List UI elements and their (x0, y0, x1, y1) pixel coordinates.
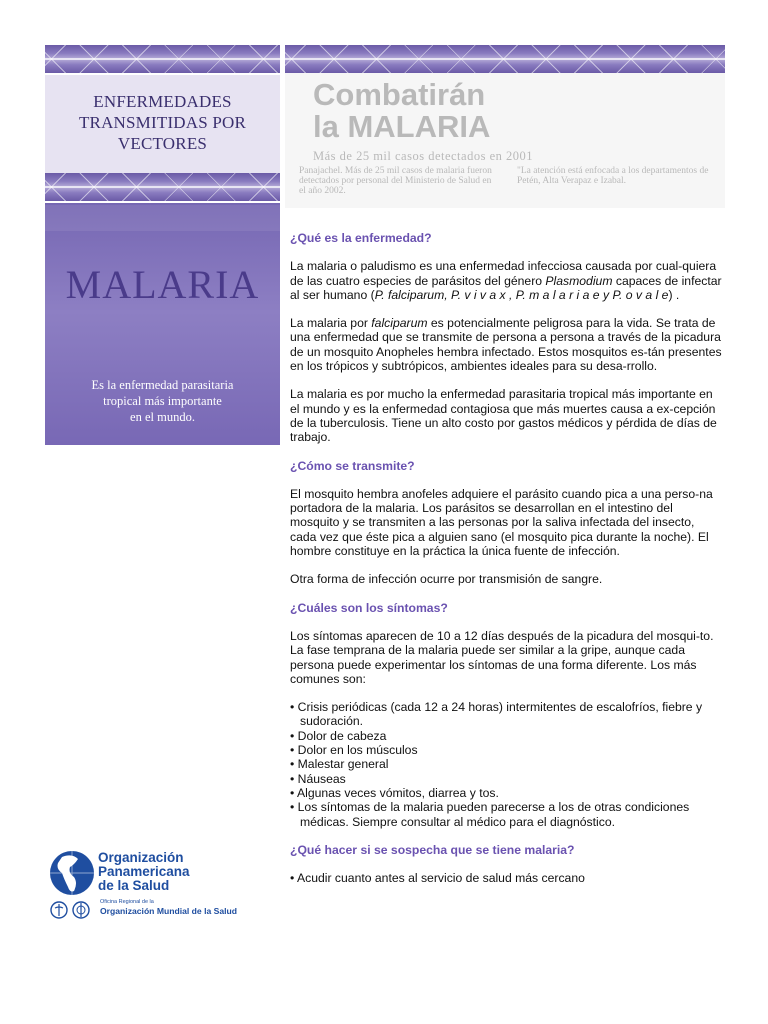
list-item: • Dolor en los músculos (290, 743, 722, 757)
section-heading-transmission: ¿Cómo se transmite? (290, 458, 415, 473)
text-run: ) . (668, 287, 680, 302)
section-heading-symptoms: ¿Cuáles son los síntomas? (290, 600, 448, 615)
paragraph-transmission: El mosquito hembra anofeles adquiere el parásito cuando pica a una perso-na portadora de la malaria. Los parásitos se desarrollan en el intestino del mosquito y se transmiten a las personas por la saliva infectada del insecto, cada vez que éste pica a alguien sano (el mosquito pica durante la noche). El hombre constituye en la práctica la única fuente de infección. (290, 486, 713, 559)
text-run: capaces de infectar al ser humano ( (290, 273, 722, 302)
newspaper-clipping (285, 73, 725, 208)
who-emblem-icon (72, 901, 90, 919)
clipping-column-left: Panajachel. Más de 25 mil casos de malaria fueron detectados por personal del Ministerio de Salud en el año 2002. (299, 166, 492, 196)
paragraph-symptoms-intro: Los síntomas aparecen de 10 a 12 días después de la picadura del mosqui-to. La fase temprana de la malaria puede ser similar a la gripe, aunque cada persona puede experimentar los síntomas de una forma diferente. Los más comunes son: (290, 628, 714, 686)
malaria-description-line: tropical más importante (103, 394, 222, 408)
panel-stripe (45, 205, 280, 231)
text-run: La malaria o paludismo es una enfermedad infecciosa causada por cual-quiera de las cuatro especies de parásitos del género (290, 259, 717, 288)
list-item: • Algunas veces vómitos, diarrea y tos. (290, 786, 722, 800)
list-item: • Malestar general (290, 757, 722, 771)
clipping-headline-line: la MALARIA (313, 109, 491, 144)
section-heading-what-to-do: ¿Qué hacer si se sospecha que se tiene malaria? (290, 842, 575, 857)
org-name-line: Panamericana (98, 864, 190, 879)
text-run: La malaria por (290, 316, 372, 331)
malaria-title: MALARIA (65, 262, 260, 307)
paragraph-blood-transmission: Otra forma de infección ocurre por transmisión de sangre. (290, 572, 603, 587)
decorative-band-top-left (45, 45, 280, 73)
decorative-band-middle (45, 173, 280, 201)
text-run: es potencialmente peligrosa para la vida. Se trata de una enfermedad que se transmite de persona a persona a través de la picadura de un mosquito Anopheles hembra infectado. Estos mosquitos es-tán presentes en los trópicos y subtrópicos, ambientes ideales para su desa-rrollo. (290, 316, 722, 374)
org-subtitle-small: Oficina Regional de la (100, 899, 154, 905)
clipping-headline (313, 79, 490, 143)
list-item: • Náuseas (290, 772, 722, 786)
org-name-line: de la Salud (98, 878, 170, 893)
series-title (45, 91, 280, 154)
article-body (290, 231, 722, 899)
malaria-description-line: Es la enfermedad parasitaria (91, 378, 234, 392)
clipping-column-right: "La atención está enfocada a los departamentos de Petén, Alta Verapaz e Izabal. (517, 166, 709, 186)
series-title-box (45, 75, 280, 173)
org-name (98, 851, 190, 893)
clipping-headline-line: Combatirán (313, 77, 486, 112)
symptoms-list (290, 700, 722, 829)
malaria-cover-panel (45, 203, 280, 445)
decorative-band-top-right (285, 45, 725, 73)
list-item: • Acudir cuanto antes al servicio de salud más cercano (290, 871, 722, 885)
paho-emblem-icon (50, 901, 68, 919)
globe-icon (48, 849, 96, 899)
actions-list (290, 871, 722, 885)
series-title-line: ENFERMEDADES (93, 92, 232, 111)
series-title-line: VECTORES (117, 134, 208, 153)
text-run-italic: falciparum (371, 316, 428, 331)
series-title-line: TRANSMITIDAS POR (78, 113, 247, 132)
paragraph-falciparum (290, 316, 722, 373)
org-name-line: Organización (98, 850, 184, 865)
list-item: • Crisis periódicas (cada 12 a 24 horas) intermitentes de escalofríos, fiebre y sudoración. (290, 700, 722, 729)
org-subtitle: Organización Mundial de la Salud (100, 906, 238, 916)
list-item: • Los síntomas de la malaria pueden parecerse a los de otras condiciones médicas. Siempre consultar al médico para el diagnóstico. (290, 800, 722, 829)
paragraph-definition (290, 259, 722, 302)
text-run-italic: Plasmodium (545, 273, 613, 288)
text-run-italic: P. falciparum, P. v i v a x , P. m a l a r i a e y P. o v a l e (374, 287, 669, 302)
ops-logo (48, 845, 248, 925)
malaria-description (55, 377, 270, 425)
paragraph-importance: La malaria es por mucho la enfermedad parasitaria tropical más importante en el mundo y es la enfermedad contagiosa que más muertes causa a ex-cepción de la tuberculosis. Tiene un alto costo por gastos médicos y pérdida de días de trabajo. (290, 387, 717, 445)
clipping-subheadline: Más de 25 mil casos detectados en 2001 (313, 149, 533, 163)
list-item: • Dolor de cabeza (290, 729, 722, 743)
malaria-description-line: en el mundo. (130, 410, 195, 424)
section-heading-what-is: ¿Qué es la enfermedad? (290, 231, 432, 245)
